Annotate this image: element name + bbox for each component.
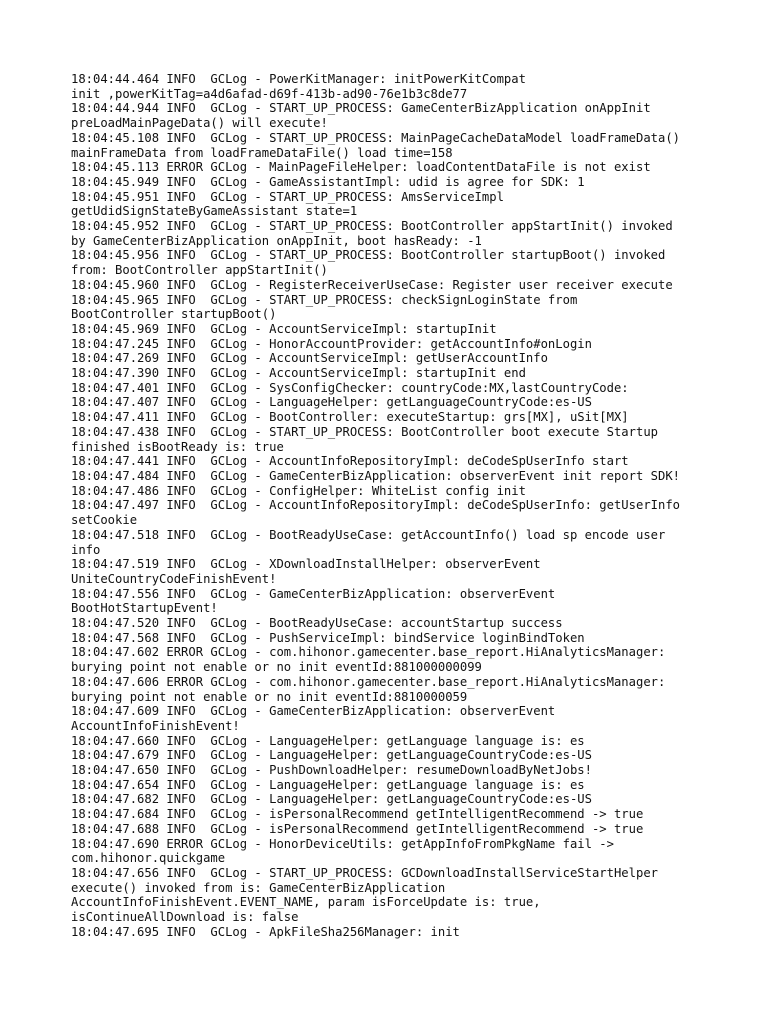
log-line: AccountInfoFinishEvent.EVENT_NAME, param isForceUpdate is: true, [71, 895, 541, 910]
log-line: mainFrameData from loadFrameDataFile() load time=158 [71, 145, 453, 160]
log-line: 18:04:47.486 INFO GCLog - ConfigHelper: WhiteList config init [71, 483, 526, 498]
log-line: 18:04:47.568 INFO GCLog - PushServiceImpl: bindService loginBindToken [71, 630, 585, 645]
log-line: isContinueAllDownload is: false [71, 910, 299, 925]
log-line: 18:04:47.484 INFO GCLog - GameCenterBizApplication: observerEvent init report SDK! [71, 468, 681, 483]
log-line: 18:04:47.556 INFO GCLog - GameCenterBizApplication: observerEvent [71, 586, 556, 601]
log-line: BootController startupBoot() [71, 307, 277, 322]
log-line: 18:04:47.269 INFO GCLog - AccountServiceImpl: getUserAccountInfo [71, 351, 548, 366]
log-line: 18:04:45.108 INFO GCLog - START_UP_PROCESS: MainPageCacheDataModel loadFrameData() [71, 130, 681, 145]
log-line: 18:04:45.956 INFO GCLog - START_UP_PROCESS: BootController startupBoot() invoked [71, 248, 666, 263]
log-line: 18:04:47.519 INFO GCLog - XDownloadInstallHelper: observerEvent [71, 557, 541, 572]
log-line: 18:04:47.660 INFO GCLog - LanguageHelper: getLanguage language is: es [71, 733, 585, 748]
log-line: preLoadMainPageData() will execute! [71, 116, 328, 131]
log-line: AccountInfoFinishEvent! [71, 718, 240, 733]
log-line: 18:04:45.951 INFO GCLog - START_UP_PROCESS: AmsServiceImpl [71, 189, 504, 204]
log-line: com.hihonor.quickgame [71, 851, 226, 866]
log-line: 18:04:47.690 ERROR GCLog - HonorDeviceUtils: getAppInfoFromPkgName fail -> [71, 836, 614, 851]
log-line: getUdidSignStateByGameAssistant state=1 [71, 204, 358, 219]
log-line: 18:04:47.401 INFO GCLog - SysConfigChecker: countryCode:MX,lastCountryCode: [71, 380, 629, 395]
log-line: execute() invoked from is: GameCenterBizApplication [71, 880, 446, 895]
log-line: UniteCountryCodeFinishEvent! [71, 571, 277, 586]
log-line: 18:04:47.656 INFO GCLog - START_UP_PROCESS: GCDownloadInstallServiceStartHelper [71, 865, 658, 880]
log-line: finished isBootReady is: true [71, 439, 284, 454]
log-line: 18:04:47.682 INFO GCLog - LanguageHelper: getLanguageCountryCode:es-US [71, 792, 592, 807]
log-line: from: BootController appStartInit() [71, 263, 328, 278]
log-line: 18:04:47.609 INFO GCLog - GameCenterBizApplication: observerEvent [71, 704, 556, 719]
log-line: info [71, 542, 101, 557]
log-line: 18:04:45.969 INFO GCLog - AccountServiceImpl: startupInit [71, 321, 497, 336]
log-line: 18:04:47.520 INFO GCLog - BootReadyUseCase: accountStartup success [71, 616, 563, 631]
log-document [71, 72, 761, 939]
log-line: 18:04:47.407 INFO GCLog - LanguageHelper: getLanguageCountryCode:es-US [71, 395, 592, 410]
log-line: 18:04:45.952 INFO GCLog - START_UP_PROCESS: BootController appStartInit() invoked [71, 219, 673, 234]
log-line: 18:04:45.949 INFO GCLog - GameAssistantImpl: udid is agree for SDK: 1 [71, 174, 585, 189]
log-line: BootHotStartupEvent! [71, 601, 218, 616]
log-line: init ,powerKitTag=a4d6afad-d69f-413b-ad90-76e1b3c8de77 [71, 86, 468, 101]
log-line: 18:04:47.245 INFO GCLog - HonorAccountProvider: getAccountInfo#onLogin [71, 336, 592, 351]
log-line: 18:04:44.944 INFO GCLog - START_UP_PROCESS: GameCenterBizApplication onAppInit [71, 101, 651, 116]
log-line: 18:04:47.679 INFO GCLog - LanguageHelper: getLanguageCountryCode:es-US [71, 748, 592, 763]
log-line: by GameCenterBizApplication onAppInit, boot hasReady: -1 [71, 233, 482, 248]
log-line: 18:04:45.960 INFO GCLog - RegisterReceiverUseCase: Register user receiver execute [71, 277, 673, 292]
log-line: 18:04:47.497 INFO GCLog - AccountInfoRepositoryImpl: deCodeSpUserInfo: getUserInfo [71, 498, 681, 513]
log-line: 18:04:47.688 INFO GCLog - isPersonalRecommend getIntelligentRecommend -> true [71, 821, 644, 836]
log-line: 18:04:47.441 INFO GCLog - AccountInfoRepositoryImpl: deCodeSpUserInfo start [71, 454, 629, 469]
log-line: 18:04:47.606 ERROR GCLog - com.hihonor.gamecenter.base_report.HiAnalyticsManager: [71, 674, 666, 689]
log-line: setCookie [71, 513, 138, 528]
log-line: burying point not enable or no init eventId:8810000059 [71, 689, 468, 704]
log-line: 18:04:47.390 INFO GCLog - AccountServiceImpl: startupInit end [71, 366, 526, 381]
log-line: 18:04:47.684 INFO GCLog - isPersonalRecommend getIntelligentRecommend -> true [71, 807, 644, 822]
log-line: 18:04:47.650 INFO GCLog - PushDownloadHelper: resumeDownloadByNetJobs! [71, 763, 592, 778]
log-line: 18:04:47.411 INFO GCLog - BootController: executeStartup: grs[MX], uSit[MX] [71, 410, 629, 425]
log-line: 18:04:47.438 INFO GCLog - START_UP_PROCESS: BootController boot execute Startup [71, 424, 658, 439]
log-line: 18:04:47.654 INFO GCLog - LanguageHelper: getLanguage language is: es [71, 777, 585, 792]
log-line: 18:04:45.965 INFO GCLog - START_UP_PROCESS: checkSignLoginState from [71, 292, 578, 307]
log-line: 18:04:47.602 ERROR GCLog - com.hihonor.gamecenter.base_report.HiAnalyticsManager: [71, 645, 666, 660]
log-line: 18:04:45.113 ERROR GCLog - MainPageFileHelper: loadContentDataFile is not exist [71, 160, 651, 175]
log-line: burying point not enable or no init eventId:881000000099 [71, 660, 482, 675]
log-line: 18:04:47.695 INFO GCLog - ApkFileSha256Manager: init [71, 924, 460, 939]
log-line: 18:04:47.518 INFO GCLog - BootReadyUseCase: getAccountInfo() load sp encode user [71, 527, 666, 542]
log-line: 18:04:44.464 INFO GCLog - PowerKitManager: initPowerKitCompat [71, 72, 526, 86]
